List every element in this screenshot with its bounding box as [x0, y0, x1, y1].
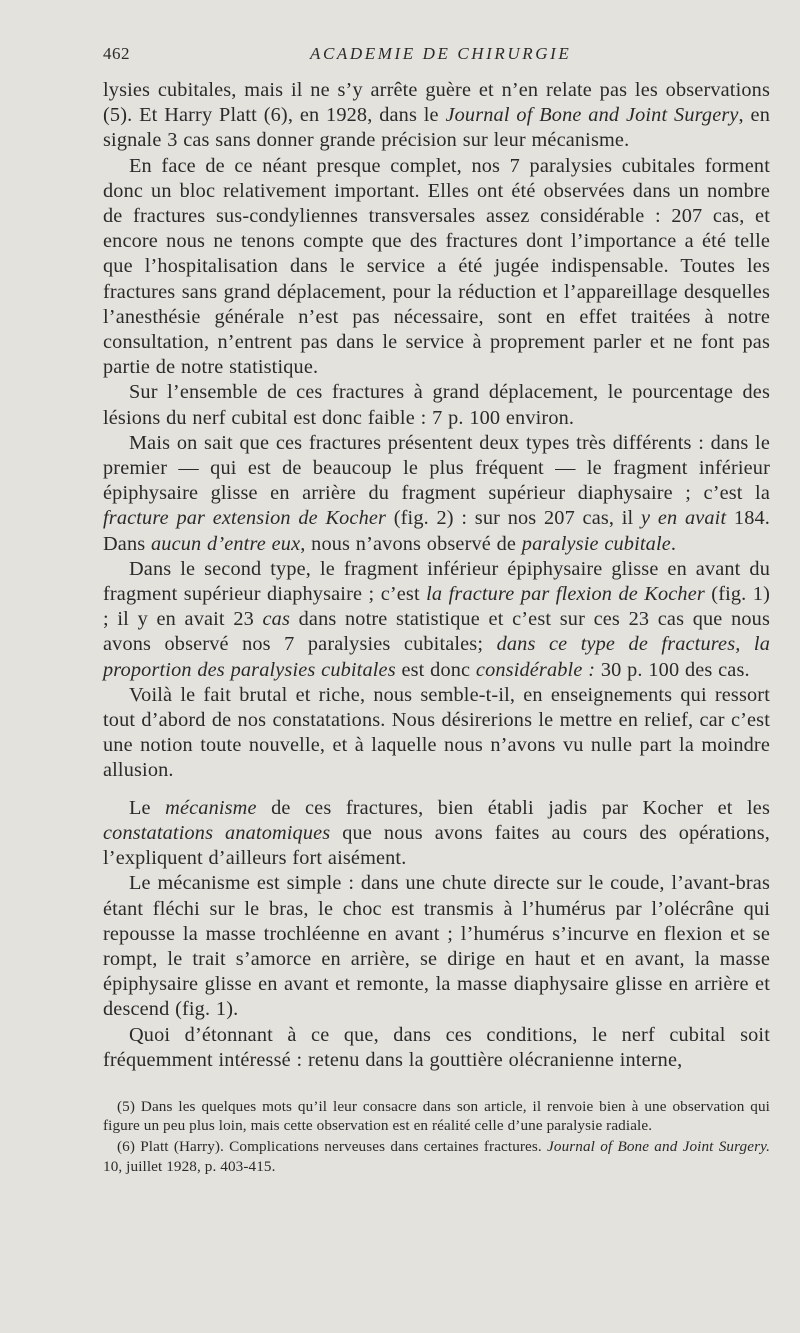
footnotes — [103, 1097, 770, 1176]
footnote-6: (6) Platt (Harry). Complications nerveuses dans certaines fractures. Journal of Bone and Joint Surgery. 10, juillet 1928, p. 403-415. — [103, 1138, 770, 1175]
paragraph-4: Mais on sait que ces fractures présentent deux types très différents : dans le premier — qui est de beaucoup le plus fréquent — le fragment inférieur épiphysaire glisse en arrière du fragment supérieur diaphysaire ; c’est la fracture par extension de Kocher (fig. 2) : sur nos 207 cas, il y en avait 184. Dans aucun d’entre eux, nous n’avons observé de paralysie cubitale. — [103, 431, 771, 555]
running-head — [103, 44, 770, 70]
page-number: 462 — [103, 44, 130, 63]
paragraph-5: Dans le second type, le fragment inférieur épiphysaire glisse en avant du fragment supérieur diaphysaire ; c’est la fracture par flexion de Kocher (fig. 1) ; il y en avait 23 cas dans notre statistique et c’est sur ces 23 cas que nous avons observé nos 7 paralysies cubitales; dans ce type de fractures, la proportion des paralysies cubitales est donc considérable : 30 p. 100 des cas. — [103, 557, 770, 681]
journal-reference: Journal of Bone and Joint Surgery. — [547, 1138, 770, 1156]
paragraph-1: lysies cubitales, mais il ne s’y arrête guère et n’en relate pas les observations (5). Et Harry Platt (6), en 1928, dans le Journal of Bone and Joint Surgery, en signale 3 cas sans donner grande précision sur leur mécanisme. — [103, 79, 770, 152]
journal-title: ACADEMIE DE CHIRURGIE — [310, 44, 572, 63]
body-text — [103, 78, 770, 1073]
paragraph-2: En face de ce néant presque complet, nos 7 paralysies cubitales forment donc un bloc relativement important. Elles ont été observées dans un nombre de fractures sus-condyliennes transversales assez considérable : 207 cas, et encore nous ne tenons compte que des fractures dont l’importance a été telle que l’hospitalisation dans le service a été jugée indispensable. Toutes les fractures sans grand déplacement, pour la réduction et l’appareillage desquelles l’anesthésie générale n’est pas nécessaire, sont en effet traitées à notre consultation, n’entrent pas dans le service à proprement parler et ne font pas partie de notre statistique. — [103, 154, 770, 379]
paragraph-9: Quoi d’étonnant à ce que, dans ces conditions, le nerf cubital soit fréquemment intéressé : retenu dans la gouttière olécranienne interne, — [103, 1023, 770, 1071]
journal-reference: Journal of Bone and Joint Surgery — [445, 104, 739, 127]
paragraph-8: Le mécanisme est simple : dans une chute directe sur le coude, l’avant-bras étant fléchi sur le bras, le choc est transmis à l’humérus par l’olécrâne qui repousse la masse trochléenne en avant ; l’humérus s’incurve en flexion et se rompt, le trait s’amorce en arrière, se dirige en haut et en avant, la masse épiphysaire glisse en avant et remonte, la masse diaphysaire glisse en arrière et descend (fig. 1). — [103, 872, 770, 1021]
paragraph-3: Sur l’ensemble de ces fractures à grand déplacement, le pourcentage des lésions du nerf cubital est donc faible : 7 p. 100 environ. — [103, 381, 770, 429]
paragraph-7: Le mécanisme de ces fractures, bien établi jadis par Kocher et les constatations anatomiques que nous avons faites au cours des opérations, l’expliquent d’ailleurs fort aisément. — [103, 796, 770, 870]
paragraph-6: Voilà le fait brutal et riche, nous semble-t-il, en enseignements qui ressort tout d’abord de nos constatations. Nous désirerions le mettre en relief, car c’est une notion toute nouvelle, et à laquelle nous n’avons vu nulle part la moindre allusion. — [103, 683, 770, 782]
footnote-5: (5) Dans les quelques mots qu’il leur consacre dans son article, il renvoie bien à une observation qui figure un peu plus loin, mais cette observation est en réalité celle d’une paralysie radiale. — [103, 1097, 770, 1135]
